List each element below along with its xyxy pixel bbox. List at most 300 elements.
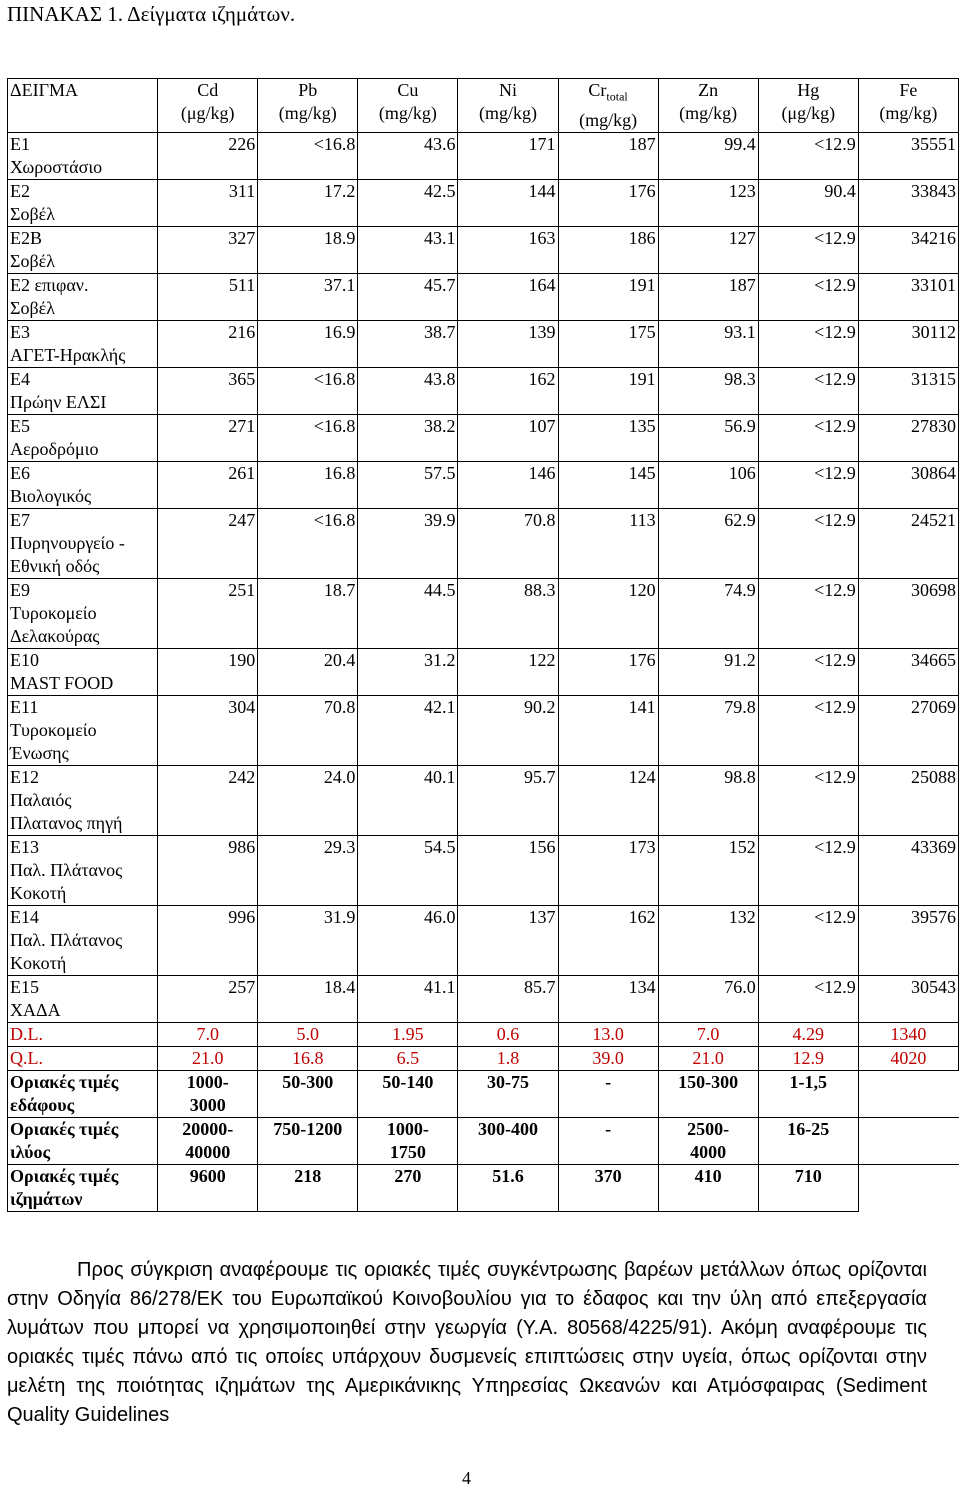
- value-cell: <12.9: [758, 414, 858, 461]
- value-cell: 29.3: [258, 835, 358, 905]
- cell-text-line: 51.6: [492, 1165, 524, 1186]
- value-cell: <12.9: [758, 320, 858, 367]
- limit-value-cell: [358, 1117, 458, 1164]
- cell-text-line: Σοβέλ: [10, 250, 55, 271]
- sample-name-cell: [8, 132, 158, 179]
- column-header-subscript: total: [606, 89, 628, 104]
- value-cell: 38.2: [358, 414, 458, 461]
- value-cell: 7.0: [658, 1022, 758, 1046]
- limit-value-cell: [158, 1070, 258, 1117]
- column-header-label: Pb: [298, 80, 318, 100]
- value-cell: 43.6: [358, 132, 458, 179]
- table-row: [8, 461, 959, 508]
- value-cell: <12.9: [758, 508, 858, 578]
- empty-cell: [858, 1117, 958, 1164]
- limit-value-cell: [758, 1164, 858, 1211]
- cell-text-line: 750-1200: [273, 1118, 343, 1139]
- value-cell: 24.0: [258, 765, 358, 835]
- value-cell: 6.5: [358, 1046, 458, 1070]
- table-row: [8, 508, 959, 578]
- value-cell: 251: [158, 578, 258, 648]
- column-header: [758, 79, 858, 133]
- cell-text-line: Ε14: [10, 906, 39, 927]
- value-cell: <12.9: [758, 226, 858, 273]
- value-cell: 20.4: [258, 648, 358, 695]
- cell-text-line: 300-400: [477, 1118, 538, 1139]
- limit-value-cell: [258, 1070, 358, 1117]
- value-cell: 4.29: [758, 1022, 858, 1046]
- table-row: [8, 695, 959, 765]
- cell-text-line: 30-75: [486, 1071, 529, 1092]
- limit-values-row: [8, 1164, 959, 1211]
- limit-value-cell: [258, 1117, 358, 1164]
- cell-text-line: Τυροκομείο: [10, 719, 97, 740]
- value-cell: 176: [558, 648, 658, 695]
- value-cell: <12.9: [758, 648, 858, 695]
- value-cell: 261: [158, 461, 258, 508]
- value-cell: 187: [658, 273, 758, 320]
- value-cell: 43.1: [358, 226, 458, 273]
- cell-text-line: ΑΓΕΤ-Ηρακλής: [10, 344, 126, 365]
- limit-value-cell: [758, 1117, 858, 1164]
- column-header-unit: (mg/kg): [378, 103, 437, 123]
- cell-text-line: Ε2Β: [10, 227, 43, 248]
- cell-text-line: Ε7: [10, 509, 30, 530]
- value-cell: 56.9: [658, 414, 758, 461]
- cell-text-line: Ε9: [10, 579, 30, 600]
- cell-text-line: Δελακούρας: [10, 625, 100, 646]
- value-cell: 106: [658, 461, 758, 508]
- detection-limit-row: [8, 1022, 959, 1046]
- value-cell: 98.3: [658, 367, 758, 414]
- value-cell: 57.5: [358, 461, 458, 508]
- value-cell: 30864: [858, 461, 958, 508]
- value-cell: 134: [558, 975, 658, 1022]
- table-row: [8, 414, 959, 461]
- column-header: [658, 79, 758, 133]
- value-cell: 31315: [858, 367, 958, 414]
- column-header-unit: (mg/kg): [879, 103, 938, 123]
- value-cell: 43.8: [358, 367, 458, 414]
- cell-text-line: Κοκοτή: [10, 882, 67, 903]
- value-cell: 1.95: [358, 1022, 458, 1046]
- cell-text-line: Σοβέλ: [10, 203, 55, 224]
- limit-value-cell: [758, 1070, 858, 1117]
- value-cell: 186: [558, 226, 658, 273]
- cell-text-line: Πυρηνουργείο -: [10, 532, 125, 553]
- paragraph: Προς σύγκριση αναφέρουμε τις οριακές τιμές συγκέντρωσης βαρέων μετάλλων όπως ορίζονται στην Οδηγία 86/278/ΕΚ του Ευρωπαϊκού Κοινοβουλίου για το έδαφος και την ύλη από επεξεργασία λυμάτων που μπορεί να χρησιμοποιηθεί στην γεωργία (Υ.Α. 80568/4225/91). Ακόμη αναφέρουμε τις οριακές τιμές πάνω από τις οποίες υπάρχουν δυσμενείς επιπτώσεις στην υγεία, όπως ορίζονται στην μελέτη της ποιότητας ιζημάτων της Αμερικάνικης Υπηρεσίας Ωκεανών και Ατμόσφαιρας (Sediment Quality Guidelines: [7, 1259, 927, 1426]
- value-cell: 113: [558, 508, 658, 578]
- limit-value-cell: [558, 1164, 658, 1211]
- value-cell: 986: [158, 835, 258, 905]
- table-row: [8, 648, 959, 695]
- limit-values-row: [8, 1117, 959, 1164]
- sample-name-cell: [8, 765, 158, 835]
- value-cell: 74.9: [658, 578, 758, 648]
- cell-text-line: Ε12: [10, 766, 39, 787]
- limit-value-cell: [458, 1070, 558, 1117]
- cell-text-line: Ε4: [10, 368, 30, 389]
- body-text: [7, 1256, 927, 1430]
- cell-text-line: 1000-: [386, 1118, 429, 1139]
- cell-text-line: Κοκοτή: [10, 952, 67, 973]
- value-cell: 39.9: [358, 508, 458, 578]
- value-cell: 5.0: [258, 1022, 358, 1046]
- value-cell: 7.0: [158, 1022, 258, 1046]
- cell-text-line: ιζημάτων: [10, 1188, 83, 1209]
- limit-value-cell: [158, 1164, 258, 1211]
- value-cell: 18.9: [258, 226, 358, 273]
- cell-text-line: 2500-: [687, 1118, 730, 1139]
- value-cell: 226: [158, 132, 258, 179]
- cell-text-line: 50-140: [382, 1071, 434, 1092]
- limit-value-cell: [358, 1164, 458, 1211]
- limit-value-cell: [458, 1117, 558, 1164]
- value-cell: 46.0: [358, 905, 458, 975]
- value-cell: <12.9: [758, 905, 858, 975]
- value-cell: 30698: [858, 578, 958, 648]
- sample-name-cell: [8, 273, 158, 320]
- column-header-unit: (mg/kg): [579, 109, 638, 130]
- sample-name-cell: [8, 226, 158, 273]
- column-header: [858, 79, 958, 133]
- value-cell: 12.9: [758, 1046, 858, 1070]
- value-cell: 43369: [858, 835, 958, 905]
- value-cell: 24521: [858, 508, 958, 578]
- value-cell: 76.0: [658, 975, 758, 1022]
- value-cell: 162: [458, 367, 558, 414]
- column-header-unit: (mg/kg): [679, 103, 738, 123]
- value-cell: <12.9: [758, 695, 858, 765]
- column-header-unit: (mg/kg): [478, 103, 537, 123]
- cell-text-line: Χωροστάσιο: [10, 156, 103, 177]
- column-header: [558, 79, 658, 133]
- value-cell: 16.8: [258, 461, 358, 508]
- limit-value-cell: [558, 1117, 658, 1164]
- cell-text-line: εδάφους: [10, 1094, 75, 1115]
- value-cell: <12.9: [758, 578, 858, 648]
- value-cell: 98.8: [658, 765, 758, 835]
- limit-value-cell: [158, 1117, 258, 1164]
- cell-text-line: Βιολογικός: [10, 485, 92, 506]
- cell-text-line: MAST FOOD: [10, 672, 114, 693]
- value-cell: 191: [558, 367, 658, 414]
- empty-cell: [858, 1070, 958, 1117]
- sample-name-cell: [8, 508, 158, 578]
- column-header-label: Ni: [498, 80, 517, 100]
- value-cell: <16.8: [258, 508, 358, 578]
- column-header-unit: (μg/kg): [180, 103, 235, 123]
- column-header: [258, 79, 358, 133]
- column-header-label: Zn: [698, 80, 719, 100]
- value-cell: 38.7: [358, 320, 458, 367]
- sample-name-cell: [8, 461, 158, 508]
- value-cell: 13.0: [558, 1022, 658, 1046]
- cell-text-line: 50-300: [282, 1071, 334, 1092]
- value-cell: 25088: [858, 765, 958, 835]
- value-cell: 33843: [858, 179, 958, 226]
- table-row: [8, 320, 959, 367]
- value-cell: 176: [558, 179, 658, 226]
- column-header: [458, 79, 558, 133]
- value-cell: 163: [458, 226, 558, 273]
- column-header: [158, 79, 258, 133]
- value-cell: 216: [158, 320, 258, 367]
- sample-name-cell: [8, 578, 158, 648]
- cell-text-line: Οριακές τιμές: [10, 1071, 119, 1092]
- value-cell: <12.9: [758, 367, 858, 414]
- limit-value-cell: [458, 1164, 558, 1211]
- value-cell: 190: [158, 648, 258, 695]
- cell-text-line: Παλ. Πλάτανος: [10, 929, 123, 950]
- cell-text-line: Παλ. Πλάτανος: [10, 859, 123, 880]
- value-cell: 85.7: [458, 975, 558, 1022]
- cell-text-line: Πλατανος πηγή: [10, 812, 123, 833]
- column-header-label: ΔΕΙΓΜΑ: [10, 80, 78, 100]
- value-cell: 123: [658, 179, 758, 226]
- cell-text-line: Ε1: [10, 133, 30, 154]
- limit-value-cell: [658, 1164, 758, 1211]
- sample-name-cell: [8, 320, 158, 367]
- value-cell: 39576: [858, 905, 958, 975]
- value-cell: 122: [458, 648, 558, 695]
- cell-text-line: Οριακές τιμές: [10, 1118, 119, 1139]
- value-cell: 30112: [858, 320, 958, 367]
- limit-value-cell: [358, 1070, 458, 1117]
- cell-text-line: 9600: [189, 1165, 226, 1186]
- table-row: [8, 835, 959, 905]
- cell-text-line: Ε10: [10, 649, 39, 670]
- value-cell: 54.5: [358, 835, 458, 905]
- cell-text-line: ΧΑΔΑ: [10, 999, 61, 1020]
- value-cell: 31.9: [258, 905, 358, 975]
- row-label: [8, 1164, 158, 1211]
- value-cell: 271: [158, 414, 258, 461]
- value-cell: 62.9: [658, 508, 758, 578]
- column-header-label: Cr: [588, 80, 607, 100]
- cell-text-line: Πρώην ΕΛΣΙ: [10, 391, 107, 412]
- value-cell: 70.8: [458, 508, 558, 578]
- value-cell: 90.4: [758, 179, 858, 226]
- value-cell: 37.1: [258, 273, 358, 320]
- value-cell: 88.3: [458, 578, 558, 648]
- value-cell: 127: [658, 226, 758, 273]
- value-cell: 107: [458, 414, 558, 461]
- value-cell: 93.1: [658, 320, 758, 367]
- value-cell: 139: [458, 320, 558, 367]
- value-cell: 137: [458, 905, 558, 975]
- value-cell: 27069: [858, 695, 958, 765]
- cell-text-line: Αεροδρόμιο: [10, 438, 99, 459]
- cell-text-line: Ε13: [10, 836, 39, 857]
- cell-text-line: Οριακές τιμές: [10, 1165, 119, 1186]
- cell-text-line: 1000-: [186, 1071, 229, 1092]
- value-cell: 171: [458, 132, 558, 179]
- cell-text-line: 270: [394, 1165, 422, 1186]
- value-cell: <12.9: [758, 461, 858, 508]
- cell-text-line: 16-25: [787, 1118, 830, 1139]
- cell-text-line: 40000: [185, 1141, 231, 1162]
- cell-text-line: Ε3: [10, 321, 30, 342]
- column-header-sample: [8, 79, 158, 133]
- value-cell: 41.1: [358, 975, 458, 1022]
- cell-text-line: 370: [594, 1165, 622, 1186]
- value-cell: 0.6: [458, 1022, 558, 1046]
- sample-name-cell: [8, 179, 158, 226]
- table-row: [8, 975, 959, 1022]
- value-cell: 99.4: [658, 132, 758, 179]
- sample-name-cell: [8, 367, 158, 414]
- value-cell: 145: [558, 461, 658, 508]
- cell-text-line: Τυροκομείο: [10, 602, 97, 623]
- table-row: [8, 765, 959, 835]
- table-row: [8, 273, 959, 320]
- value-cell: 35551: [858, 132, 958, 179]
- value-cell: 124: [558, 765, 658, 835]
- page-title: ΠΙΝΑΚΑΣ 1. Δείγματα ιζημάτων.: [7, 2, 296, 26]
- cell-text-line: 20000-: [182, 1118, 234, 1139]
- cell-text-line: 1750: [389, 1141, 426, 1162]
- value-cell: <16.8: [258, 414, 358, 461]
- value-cell: 164: [458, 273, 558, 320]
- value-cell: 191: [558, 273, 658, 320]
- column-header-label: Cu: [397, 80, 419, 100]
- table-row: [8, 226, 959, 273]
- value-cell: 31.2: [358, 648, 458, 695]
- cell-text-line: Σοβέλ: [10, 297, 55, 318]
- value-cell: 33101: [858, 273, 958, 320]
- value-cell: 156: [458, 835, 558, 905]
- value-cell: <12.9: [758, 273, 858, 320]
- limit-value-cell: [658, 1070, 758, 1117]
- value-cell: 44.5: [358, 578, 458, 648]
- value-cell: 34216: [858, 226, 958, 273]
- value-cell: 1.8: [458, 1046, 558, 1070]
- sample-name-cell: [8, 905, 158, 975]
- value-cell: 173: [558, 835, 658, 905]
- value-cell: 34665: [858, 648, 958, 695]
- row-label: D.L.: [8, 1022, 158, 1046]
- empty-cell: [858, 1164, 958, 1211]
- cell-text-line: 410: [694, 1165, 722, 1186]
- value-cell: 42.5: [358, 179, 458, 226]
- value-cell: 327: [158, 226, 258, 273]
- value-cell: 40.1: [358, 765, 458, 835]
- value-cell: 132: [658, 905, 758, 975]
- value-cell: 175: [558, 320, 658, 367]
- page-number: 4: [462, 1468, 471, 1488]
- value-cell: 152: [658, 835, 758, 905]
- value-cell: 996: [158, 905, 258, 975]
- value-cell: 17.2: [258, 179, 358, 226]
- value-cell: 146: [458, 461, 558, 508]
- value-cell: 162: [558, 905, 658, 975]
- value-cell: 39.0: [558, 1046, 658, 1070]
- value-cell: 18.7: [258, 578, 358, 648]
- value-cell: 135: [558, 414, 658, 461]
- value-cell: 1340: [858, 1022, 958, 1046]
- column-header-label: Hg: [797, 80, 820, 100]
- cell-text-line: -: [605, 1118, 612, 1139]
- sample-name-cell: [8, 648, 158, 695]
- cell-text-line: Ένωσης: [10, 742, 69, 763]
- sample-name-cell: [8, 835, 158, 905]
- limit-values-row: [8, 1070, 959, 1117]
- sample-name-cell: [8, 975, 158, 1022]
- row-label: [8, 1117, 158, 1164]
- row-label: Q.L.: [8, 1046, 158, 1070]
- value-cell: 144: [458, 179, 558, 226]
- cell-text-line: Ε15: [10, 976, 39, 997]
- value-cell: 242: [158, 765, 258, 835]
- cell-text-line: 710: [794, 1165, 822, 1186]
- value-cell: <12.9: [758, 975, 858, 1022]
- value-cell: 95.7: [458, 765, 558, 835]
- column-header-label: Fe: [899, 80, 918, 100]
- value-cell: <16.8: [258, 367, 358, 414]
- value-cell: 304: [158, 695, 258, 765]
- table-row: [8, 367, 959, 414]
- row-label: [8, 1070, 158, 1117]
- value-cell: 511: [158, 273, 258, 320]
- value-cell: 90.2: [458, 695, 558, 765]
- cell-text-line: ιλύος: [10, 1141, 51, 1162]
- cell-text-line: Ε2 επιφαν.: [10, 274, 89, 295]
- column-header-unit: (mg/kg): [278, 103, 337, 123]
- cell-text-line: -: [605, 1071, 612, 1092]
- cell-text-line: 150-300: [678, 1071, 739, 1092]
- table-row: [8, 179, 959, 226]
- quantification-limit-row: [8, 1046, 959, 1070]
- value-cell: 247: [158, 508, 258, 578]
- value-cell: 4020: [858, 1046, 958, 1070]
- value-cell: 18.4: [258, 975, 358, 1022]
- column-header-label: Cd: [197, 80, 219, 100]
- cell-text-line: Ε5: [10, 415, 30, 436]
- cell-text-line: 4000: [690, 1141, 727, 1162]
- value-cell: 120: [558, 578, 658, 648]
- value-cell: 21.0: [158, 1046, 258, 1070]
- column-header: [358, 79, 458, 133]
- cell-text-line: 218: [294, 1165, 322, 1186]
- limit-value-cell: [658, 1117, 758, 1164]
- value-cell: <16.8: [258, 132, 358, 179]
- table-header-row: [8, 79, 959, 133]
- table-row: [8, 905, 959, 975]
- value-cell: 141: [558, 695, 658, 765]
- value-cell: 79.8: [658, 695, 758, 765]
- table-row: [8, 578, 959, 648]
- sample-name-cell: [8, 695, 158, 765]
- value-cell: <12.9: [758, 765, 858, 835]
- cell-text-line: Παλαιός: [10, 789, 72, 810]
- value-cell: 311: [158, 179, 258, 226]
- value-cell: <12.9: [758, 132, 858, 179]
- value-cell: 16.9: [258, 320, 358, 367]
- value-cell: 16.8: [258, 1046, 358, 1070]
- cell-text-line: Εθνική οδός: [10, 555, 100, 576]
- value-cell: 27830: [858, 414, 958, 461]
- value-cell: 30543: [858, 975, 958, 1022]
- value-cell: 21.0: [658, 1046, 758, 1070]
- value-cell: 257: [158, 975, 258, 1022]
- value-cell: 70.8: [258, 695, 358, 765]
- cell-text-line: Ε11: [10, 696, 39, 717]
- cell-text-line: 3000: [189, 1094, 226, 1115]
- table-row: [8, 132, 959, 179]
- cell-text-line: 1-1,5: [789, 1071, 828, 1092]
- cell-text-line: Ε2: [10, 180, 30, 201]
